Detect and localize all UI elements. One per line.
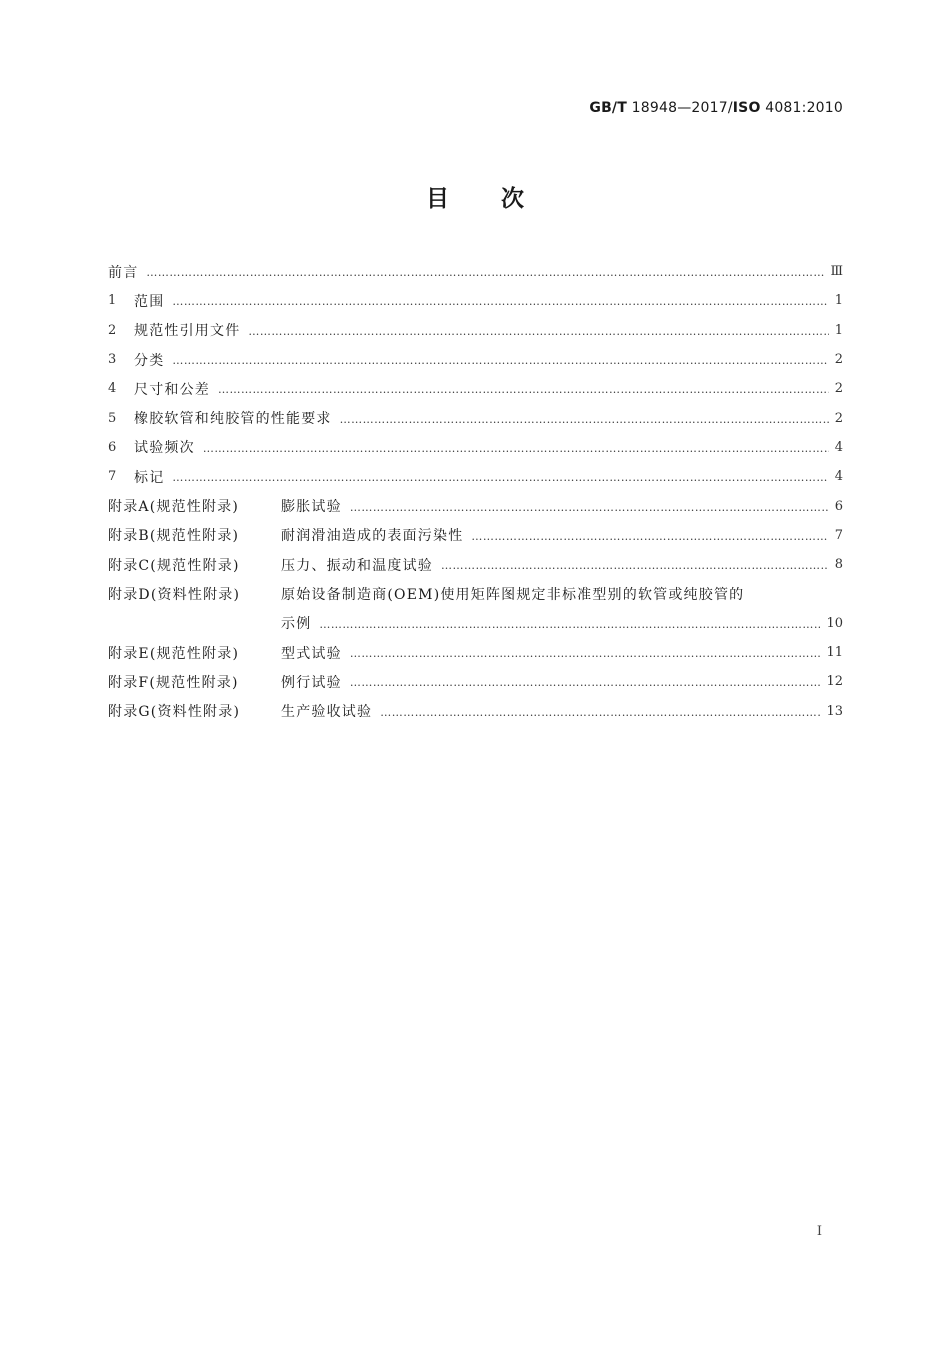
- toc-entry-annex-a[interactable]: [108, 491, 843, 520]
- toc-page-number: 4: [834, 469, 843, 485]
- toc-page-number: 2: [834, 352, 843, 368]
- dot-leader: [218, 383, 829, 396]
- chapter-number: 7: [108, 469, 117, 485]
- standard-number: 18948—2017/: [631, 100, 733, 116]
- toc-page-number: Ⅲ: [830, 264, 843, 280]
- toc-entry-label: 试验频次: [134, 440, 195, 457]
- toc-page-number: 2: [834, 381, 843, 397]
- toc-entry-label-continued: 示例: [281, 616, 312, 633]
- toc-entry-label: 膨胀试验: [281, 499, 342, 516]
- toc-entry-label: 橡胶软管和纯胶管的性能要求: [134, 411, 332, 428]
- dot-leader: [441, 559, 829, 572]
- toc-entry-label: 耐润滑油造成的表面污染性: [281, 528, 464, 545]
- toc-page-number: 1: [834, 322, 843, 338]
- dot-leader: [380, 706, 820, 719]
- dot-leader: [172, 471, 828, 484]
- toc-entry-annex-c[interactable]: [108, 550, 843, 579]
- chapter-number: 5: [108, 410, 117, 426]
- annex-designation: 附录E(规范性附录): [108, 645, 240, 662]
- chapter-number: 6: [108, 439, 117, 455]
- toc-entry-label: 尺寸和公差: [134, 381, 210, 398]
- annex-designation: 附录G(资料性附录): [108, 704, 241, 721]
- toc-entry-chapter-1[interactable]: [108, 286, 843, 315]
- dot-leader: [340, 413, 829, 426]
- page-title: 目次: [426, 186, 576, 212]
- toc-page-number: 6: [834, 498, 843, 514]
- toc-page-number: 1: [834, 293, 843, 309]
- dot-leader: [350, 647, 821, 660]
- dot-leader: [350, 501, 829, 514]
- toc-entry-annex-b[interactable]: [108, 521, 843, 550]
- toc-entry-chapter-2[interactable]: [108, 316, 843, 345]
- toc-entry-label: 型式试验: [281, 645, 342, 662]
- toc-page-number: 11: [826, 645, 843, 660]
- toc-page-number: 8: [834, 557, 843, 573]
- toc-entry-annex-d[interactable]: [108, 579, 843, 608]
- annex-designation: 附录C(规范性附录): [108, 557, 240, 574]
- toc-entry-chapter-5[interactable]: [108, 403, 843, 432]
- toc-entry-label: 范围: [134, 293, 165, 310]
- annex-designation: 附录B(规范性附录): [108, 528, 240, 545]
- dot-leader: [172, 354, 828, 367]
- toc-entry-label: 标记: [134, 469, 165, 486]
- chapter-number: 2: [108, 322, 117, 338]
- toc-entry-label: 分类: [134, 352, 165, 369]
- toc-page-number: 10: [826, 615, 843, 631]
- toc-entry-label: 规范性引用文件: [134, 323, 241, 340]
- dot-leader: [350, 676, 821, 689]
- table-of-contents: [108, 257, 843, 726]
- toc-entry-annex-d-continued[interactable]: [108, 609, 843, 638]
- document-code-header: [589, 100, 843, 116]
- toc-entry-annex-e[interactable]: [108, 638, 843, 667]
- toc-page-number: 4: [834, 439, 843, 455]
- chapter-number: 4: [108, 381, 117, 397]
- toc-entry-label: 例行试验: [281, 674, 342, 691]
- chapter-number: 3: [108, 352, 117, 368]
- toc-entry-chapter-3[interactable]: [108, 345, 843, 374]
- toc-entry-label: 压力、振动和温度试验: [281, 557, 433, 574]
- chapter-number: 1: [108, 293, 117, 309]
- toc-page-number: 12: [826, 674, 843, 690]
- dot-leader: [319, 618, 820, 631]
- toc-entry-chapter-6[interactable]: [108, 433, 843, 462]
- annex-designation: 附录F(规范性附录): [108, 674, 239, 691]
- toc-entry-label: 原始设备制造商(OEM)使用矩阵图规定非标准型别的软管或纯胶管的: [281, 586, 745, 603]
- dot-leader: [172, 295, 828, 308]
- toc-entry-label: 生产验收试验: [281, 704, 373, 721]
- toc-entry-chapter-4[interactable]: [108, 374, 843, 403]
- toc-page-number: 7: [834, 527, 843, 543]
- toc-page-number: 2: [834, 410, 843, 426]
- dot-leader: [146, 266, 824, 279]
- toc-entry-annex-f[interactable]: [108, 667, 843, 696]
- dot-leader: [203, 442, 829, 455]
- annex-designation: 附录D(资料性附录): [108, 586, 241, 603]
- standard-prefix: GB/T: [589, 100, 628, 116]
- toc-entry-chapter-7[interactable]: [108, 462, 843, 491]
- toc-entry-annex-g[interactable]: [108, 696, 843, 725]
- toc-entry-label: 前言: [108, 264, 139, 281]
- toc-page-number: 13: [826, 703, 843, 719]
- toc-entry-foreword[interactable]: [108, 257, 843, 286]
- dot-leader: [248, 325, 828, 338]
- iso-number: 4081:2010: [765, 100, 843, 116]
- page-footer-number: I: [816, 1224, 822, 1239]
- dot-leader: [471, 530, 828, 543]
- annex-designation: 附录A(规范性附录): [108, 499, 240, 516]
- iso-prefix: ISO: [732, 100, 761, 116]
